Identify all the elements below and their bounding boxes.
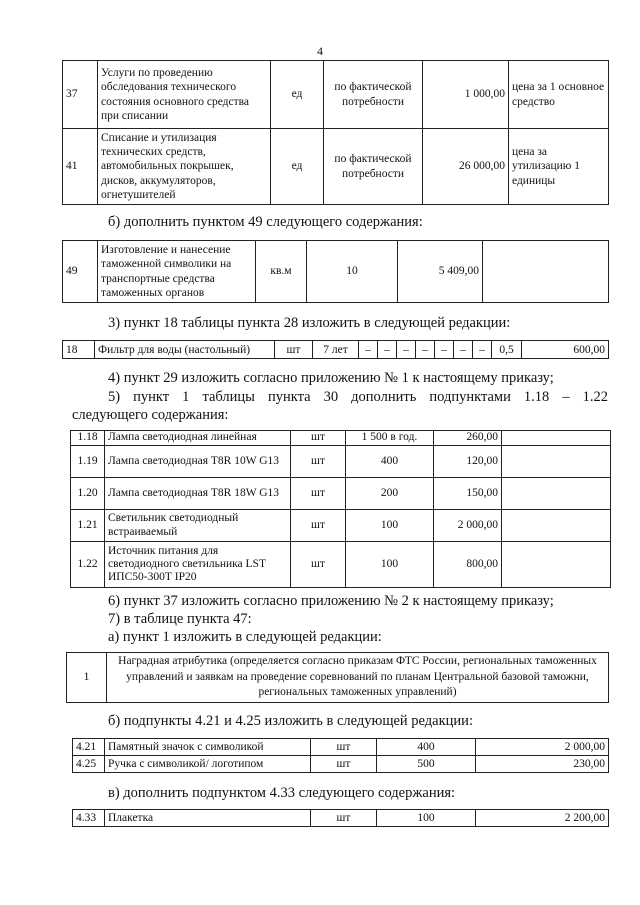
dash-cell: – <box>378 341 397 359</box>
item-name: Лампа светодиодная T8R 18W G13 <box>105 478 291 510</box>
item-unit: ед <box>271 129 324 205</box>
paragraph-5-line2: следующего содержания: <box>72 407 229 423</box>
table-row <box>63 241 609 303</box>
row-number: 4.25 <box>73 756 105 773</box>
item-quantity: 1 500 в год. <box>346 431 434 446</box>
item-name: Светильник светодиодный встраиваемый <box>105 510 291 542</box>
item-name: Плакетка <box>105 810 311 827</box>
item-note <box>502 478 611 510</box>
item-unit: шт <box>311 739 377 756</box>
table-row <box>71 431 611 446</box>
item-price: 230,00 <box>476 756 609 773</box>
paragraph-b: б) дополнить пунктом 49 следующего содержания: <box>108 214 423 230</box>
dash-cell: – <box>416 341 435 359</box>
row-number: 4.21 <box>73 739 105 756</box>
item-name: Памятный значок с символикой <box>105 739 311 756</box>
table-row <box>73 756 609 773</box>
item-note <box>502 510 611 542</box>
dash-cell: – <box>473 341 492 359</box>
item-price: 2 000,00 <box>434 510 502 542</box>
table-souvenirs <box>72 738 609 773</box>
item-quantity: 100 <box>346 510 434 542</box>
item-quantity: 500 <box>377 756 476 773</box>
table-lamps <box>70 430 611 588</box>
page-number: 4 <box>317 44 323 58</box>
item-quantity: 400 <box>377 739 476 756</box>
item-price: 150,00 <box>434 478 502 510</box>
paragraph-7: 7) в таблице пункта 47: <box>108 611 252 627</box>
row-number: 1.21 <box>71 510 105 542</box>
item-price: 260,00 <box>434 431 502 446</box>
table-row <box>63 129 609 205</box>
table-row <box>71 510 611 542</box>
item-quantity: 400 <box>346 446 434 478</box>
item-price: 800,00 <box>434 542 502 588</box>
item-name: Списание и утилизация технических средств, автомобильных покрышек, дисков, аккумуляторов, огнетушителей <box>98 129 271 205</box>
item-price: 120,00 <box>434 446 502 478</box>
table-row <box>63 61 609 129</box>
table-item-49 <box>62 240 609 303</box>
item-name: Лампа светодиодная T8R 10W G13 <box>105 446 291 478</box>
item-note <box>502 446 611 478</box>
row-number: 1.20 <box>71 478 105 510</box>
paragraph-7a: а) пункт 1 изложить в следующей редакции: <box>108 629 382 645</box>
table-award <box>66 652 609 703</box>
table-row <box>73 810 609 827</box>
item-price: 1 000,00 <box>423 61 509 129</box>
item-name: Ручка с символикой/ логотипом <box>105 756 311 773</box>
item-price: 5 409,00 <box>398 241 483 303</box>
item-unit: шт <box>275 341 313 359</box>
item-quantity: по фактической потребности <box>324 61 423 129</box>
item-unit: шт <box>311 810 377 827</box>
item-unit: шт <box>291 510 346 542</box>
table-row <box>71 446 611 478</box>
row-number: 18 <box>63 341 95 359</box>
item-quantity: 100 <box>346 542 434 588</box>
item-note: цена за 1 основное средство <box>509 61 609 129</box>
item-name: Услуги по проведению обследования технического состояния основного средства при списании <box>98 61 271 129</box>
row-number: 41 <box>63 129 98 205</box>
item-term: 7 лет <box>313 341 359 359</box>
item-unit: шт <box>291 542 346 588</box>
item-text: Наградная атрибутика (определяется согласно приказам ФТС России, региональных таможенных управлений и заявкам на проведение соревнований по планам Центральной базовой таможни, региональных таможенных управлений) <box>107 653 609 703</box>
item-price: 2 000,00 <box>476 739 609 756</box>
table-row <box>71 478 611 510</box>
item-quantity: 10 <box>307 241 398 303</box>
item-name: Фильтр для воды (настольный) <box>95 341 275 359</box>
row-number: 1 <box>67 653 107 703</box>
paragraph-6: 6) пункт 37 изложить согласно приложению № 2 к настоящему приказу; <box>108 593 554 609</box>
table-services <box>62 60 609 205</box>
item-note <box>502 542 611 588</box>
row-number: 1.19 <box>71 446 105 478</box>
paragraph-3: 3) пункт 18 таблицы пункта 28 изложить в следующей редакции: <box>108 315 511 331</box>
item-price: 26 000,00 <box>423 129 509 205</box>
table-row <box>71 542 611 588</box>
item-name: Источник питания для светодиодного светильника LST ИПС50-300Т IP20 <box>105 542 291 588</box>
item-quantity: 100 <box>377 810 476 827</box>
paragraph-4: 4) пункт 29 изложить согласно приложению № 1 к настоящему приказу; <box>108 370 554 386</box>
item-unit: шт <box>291 431 346 446</box>
item-price: 2 200,00 <box>476 810 609 827</box>
item-note: цена за утилизацию 1 единицы <box>509 129 609 205</box>
row-number: 37 <box>63 61 98 129</box>
row-number: 1.22 <box>71 542 105 588</box>
item-price: 600,00 <box>522 341 609 359</box>
item-note <box>483 241 609 303</box>
item-unit: кв.м <box>256 241 307 303</box>
item-unit: шт <box>311 756 377 773</box>
item-unit: ед <box>271 61 324 129</box>
table-row <box>73 739 609 756</box>
row-number: 4.33 <box>73 810 105 827</box>
table-item-18 <box>62 340 609 359</box>
item-quantity: по фактической потребности <box>324 129 423 205</box>
item-quantity: 200 <box>346 478 434 510</box>
item-unit: шт <box>291 478 346 510</box>
dash-cell: – <box>454 341 473 359</box>
table-row <box>63 341 609 359</box>
dash-cell: – <box>397 341 416 359</box>
paragraph-7b: б) подпункты 4.21 и 4.25 изложить в следующей редакции: <box>108 713 473 729</box>
paragraph-7v: в) дополнить подпунктом 4.33 следующего содержания: <box>108 785 456 801</box>
row-number: 1.18 <box>71 431 105 446</box>
row-number: 49 <box>63 241 98 303</box>
item-quantity: 0,5 <box>492 341 522 359</box>
dash-cell: – <box>435 341 454 359</box>
item-unit: шт <box>291 446 346 478</box>
table-item-433 <box>72 809 609 827</box>
paragraph-5-line1: 5) пункт 1 таблицы пункта 30 дополнить подпунктами 1.18 – 1.22 <box>108 389 608 405</box>
item-note <box>502 431 611 446</box>
table-row <box>67 653 609 703</box>
dash-cell: – <box>359 341 378 359</box>
item-name: Лампа светодиодная линейная <box>105 431 291 446</box>
item-name: Изготовление и нанесение таможенной символики на транспортные средства таможенных органов <box>98 241 256 303</box>
